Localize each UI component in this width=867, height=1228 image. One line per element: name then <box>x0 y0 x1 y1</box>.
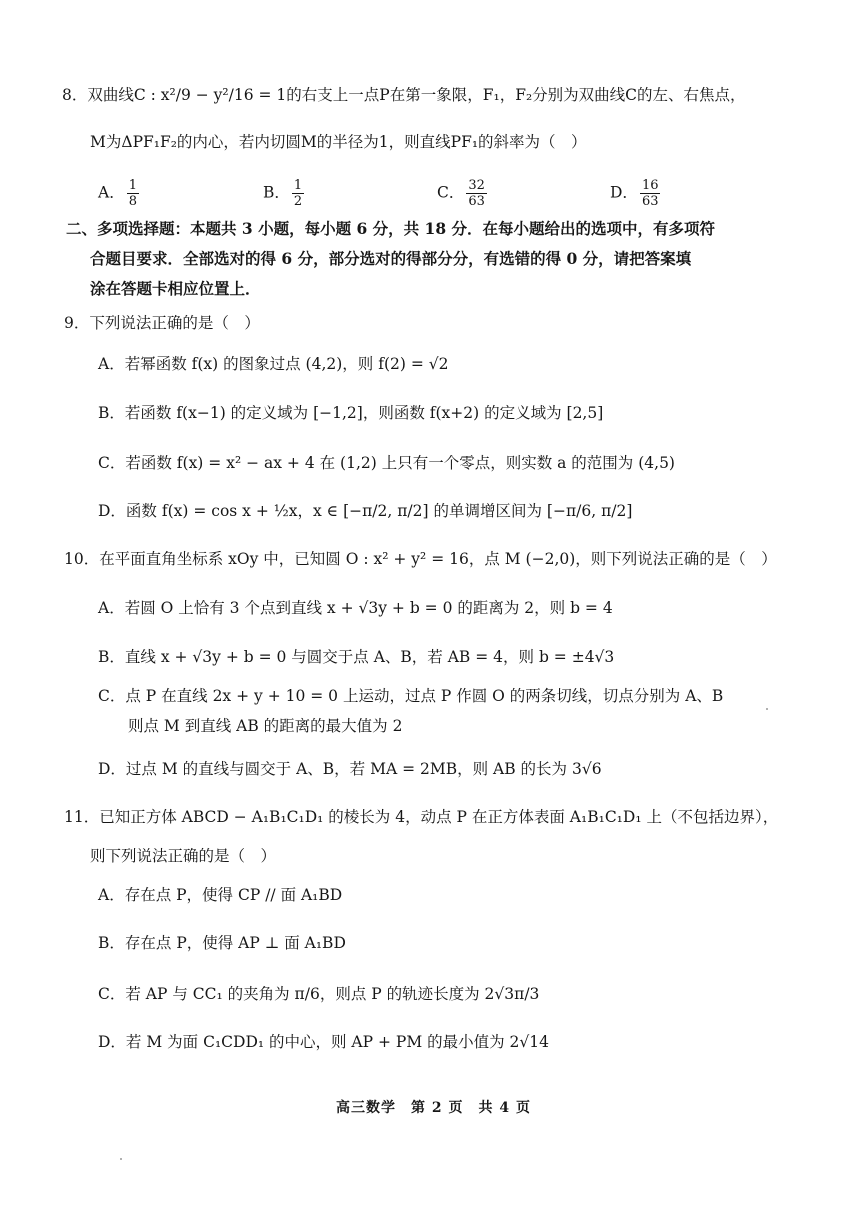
fraction <box>127 178 139 209</box>
option-label: C． <box>437 183 465 202</box>
q10-option-a: A．若圆 O 上恰有 3 个点到直线 x + √3y + b = 0 的距离为 2，则 b = 4 <box>98 599 613 617</box>
q11-option-b: B．存在点 P，使得 AP ⊥ 面 A₁BD <box>98 934 346 952</box>
q9-option-d: D．函数 f(x) = cos x + ½x，x ∈ [−π/2, π/2] 的单调增区间为 [−π/6, π/2] <box>98 502 633 520</box>
q11-stem-line1: 11．已知正方体 ABCD − A₁B₁C₁D₁ 的棱长为 4，动点 P 在正方体表面 A₁B₁C₁D₁ 上（不包括边界）， <box>64 808 779 826</box>
option-label: B． <box>263 183 290 202</box>
q8-option-c <box>437 178 489 209</box>
fraction <box>292 178 304 209</box>
q9-option-c: C．若函数 f(x) = x² − ax + 4 在 (1,2) 上只有一个零点，则实数 a 的范围为 (4,5) <box>98 454 675 472</box>
denominator: 63 <box>468 194 485 209</box>
scan-speck <box>766 708 768 710</box>
page-footer: 高三数学 第 2 页 共 4 页 <box>336 1100 531 1116</box>
q11-option-a: A．存在点 P，使得 CP // 面 A₁BD <box>98 886 343 904</box>
q8-line1: 8．双曲线C : x²/9 − y²/16 = 1的右支上一点P在第一象限，F₁，F₂分别为双曲线C的左、右焦点， <box>62 86 746 104</box>
numerator: 32 <box>468 178 485 193</box>
q10-option-d: D．过点 M 的直线与圆交于 A、B，若 MA = 2MB，则 AB 的长为 3√6 <box>98 760 602 778</box>
q10-option-c-line2: 则点 M 到直线 AB 的距离的最大值为 2 <box>128 717 403 735</box>
numerator: 1 <box>293 178 303 193</box>
denominator: 8 <box>128 194 137 209</box>
numerator: 1 <box>128 178 137 193</box>
q8-option-b <box>263 178 306 209</box>
q11-stem-line2: 则下列说法正确的是（ ） <box>90 847 277 865</box>
section2-line1: 二、多项选择题：本题共 3 小题，每小题 6 分，共 18 分．在每小题给出的选项中，有多项符 <box>66 219 716 238</box>
denominator: 2 <box>293 194 303 209</box>
fraction <box>466 178 487 209</box>
section2-line3: 涂在答题卡相应位置上． <box>90 279 261 298</box>
q8-line2: M为ΔPF₁F₂的内心，若内切圆M的半径为1，则直线PF₁的斜率为（ ） <box>90 133 587 151</box>
option-label: D． <box>610 183 638 202</box>
q9-option-a: A．若幂函数 f(x) 的图象过点 (4,2)，则 f(2) = √2 <box>98 355 449 373</box>
q9-option-b: B．若函数 f(x−1) 的定义域为 [−1,2]，则函数 f(x+2) 的定义域为 [2,5] <box>98 404 604 422</box>
fraction <box>640 178 661 209</box>
q11-option-c: C．若 AP 与 CC₁ 的夹角为 π/6，则点 P 的轨迹长度为 2√3π/3 <box>98 985 540 1003</box>
q10-option-b: B．直线 x + √3y + b = 0 与圆交于点 A、B，若 AB = 4，则 b = ±4√3 <box>98 648 615 666</box>
q8-option-a <box>98 178 141 209</box>
q9-stem: 9．下列说法正确的是（ ） <box>64 314 260 332</box>
q10-option-c-line1: C．点 P 在直线 2x + y + 10 = 0 上运动，过点 P 作圆 O 的两条切线，切点分别为 A、B <box>98 687 724 705</box>
q11-option-d: D．若 M 为面 C₁CDD₁ 的中心，则 AP + PM 的最小值为 2√14 <box>98 1033 550 1051</box>
numerator: 16 <box>641 178 659 193</box>
scan-speck <box>120 1158 122 1160</box>
q8-option-d <box>610 178 662 209</box>
denominator: 63 <box>641 194 659 209</box>
option-label: A． <box>98 183 125 202</box>
section2-line2: 合题目要求．全部选对的得 6 分，部分选对的得部分分，有选错的得 0 分，请把答案填 <box>90 249 692 268</box>
q10-stem: 10．在平面直角坐标系 xOy 中，已知圆 O : x² + y² = 16，点 M (−2,0)，则下列说法正确的是（ ） <box>64 550 777 568</box>
